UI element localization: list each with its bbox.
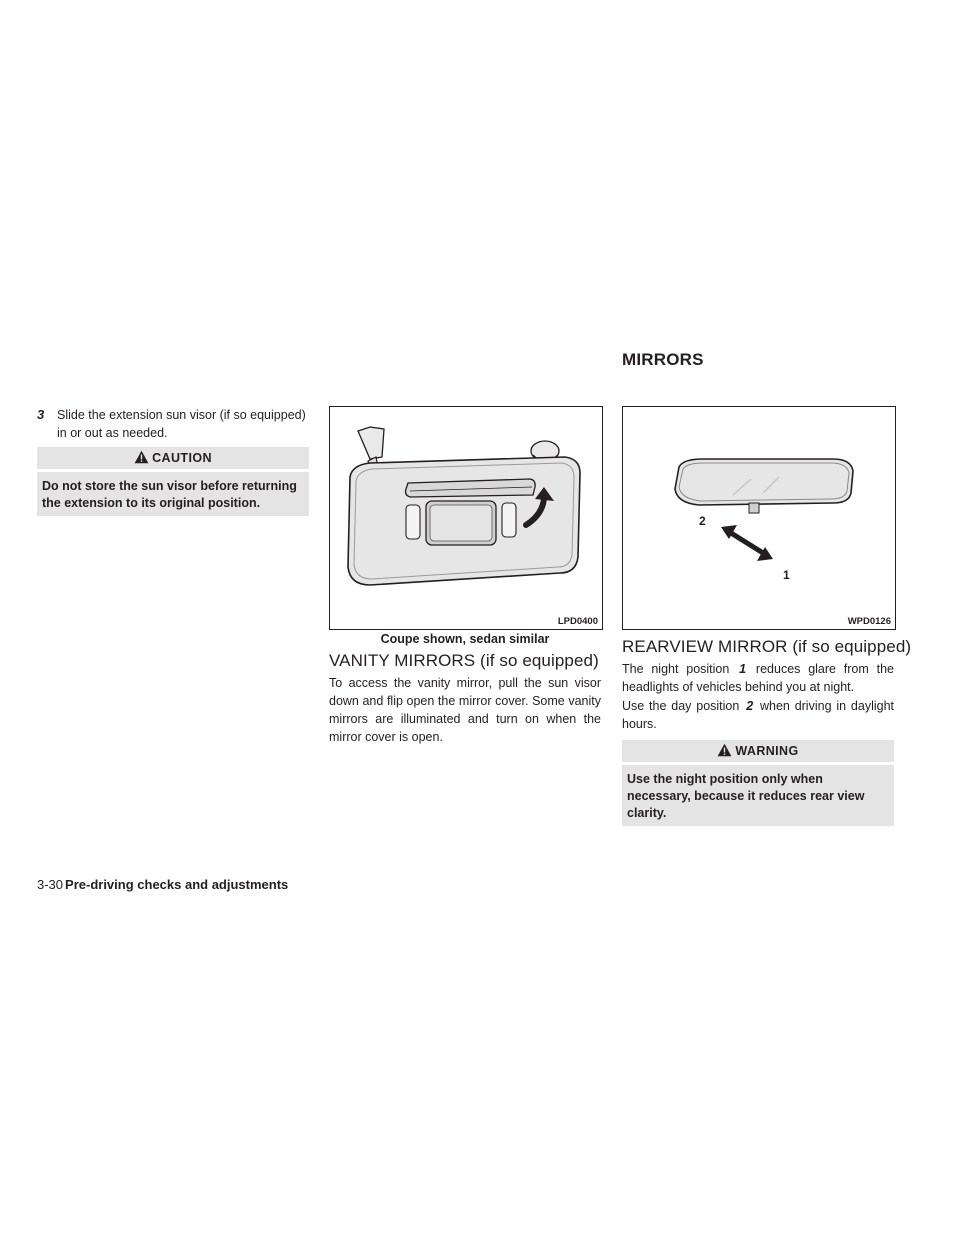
label-2: 2 (699, 514, 706, 528)
warning-triangle-icon (717, 742, 732, 764)
label-1: 1 (783, 568, 790, 582)
rearview-mirror-figure (622, 406, 896, 630)
page-footer (37, 877, 288, 892)
night-text-after: reduces glare from the headlights of vehicles behind you at night. (622, 662, 894, 694)
step-text: Slide the extension sun visor (if so equipped) in or out as needed. (57, 408, 306, 440)
caution-label: CAUTION (152, 451, 212, 465)
vanity-mirror-figure (329, 406, 603, 630)
step-3 (37, 406, 309, 442)
page-number: 3-30 (37, 877, 64, 892)
night-number: 1 (739, 662, 747, 676)
warning-text: Use the night position only when necessary, because it reduces rear view clarity. (627, 772, 865, 820)
vanity-heading: VANITY MIRRORS (if so equipped) (329, 651, 599, 670)
rearview-mirror-illustration (623, 407, 895, 629)
day-text-before: Use the day position (622, 699, 740, 713)
caution-box (37, 447, 309, 516)
warning-header (622, 740, 894, 765)
day-number: 2 (746, 699, 754, 713)
step-number: 3 (37, 407, 45, 422)
warning-triangle-icon (134, 449, 149, 471)
caution-text: Do not store the sun visor before returning the extension to its original position. (42, 479, 297, 510)
figure-code: WPD0126 (847, 616, 891, 627)
section-title: MIRRORS (622, 350, 704, 369)
day-text-after: when driving in daylight hours. (622, 699, 894, 731)
chapter-title: Pre-driving checks and adjustments (65, 877, 289, 892)
warning-label: WARNING (735, 744, 799, 758)
rearview-heading: REARVIEW MIRROR (if so equipped) (622, 637, 912, 656)
vanity-text: To access the vanity mirror, pull the sun visor down and flip open the mirror cover. Some vanity mirrors are illuminated and turn on when the mirror cover is open. (329, 676, 601, 744)
caution-header (37, 447, 309, 472)
figure-code: LPD0400 (557, 616, 598, 627)
figure-caption: Coupe shown, sedan similar (380, 632, 550, 646)
night-text-before: The night position (622, 662, 730, 676)
sun-visor-illustration (330, 407, 602, 629)
day-position-text (622, 697, 894, 733)
warning-box (622, 740, 894, 826)
night-position-text (622, 660, 894, 696)
